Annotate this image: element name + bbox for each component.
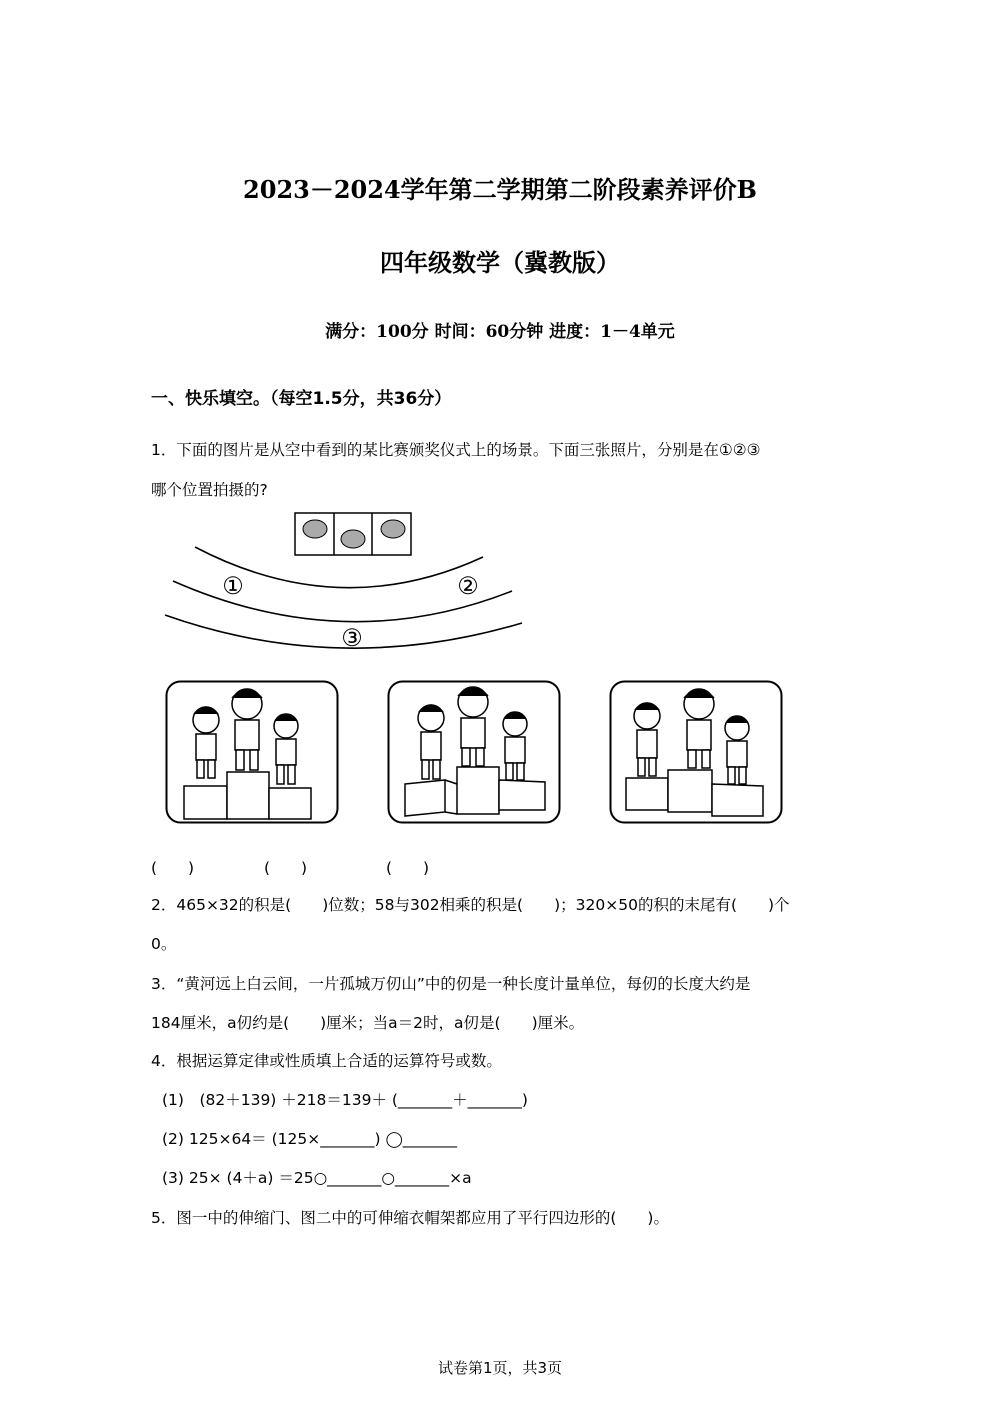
question-1-line-2: 哪个位置拍摄的? <box>151 481 268 499</box>
position-label-3: ③ <box>341 624 363 652</box>
question-4-item-1: (1) (82＋139) ＋218＝139＋ (_______＋_______) <box>162 1091 528 1109</box>
page-footer: 试卷第1页，共3页 <box>437 1359 563 1377</box>
question-3-line-2: 184厘米，a仞约是( )厘米；当a＝2时，a仞是( )厘米。 <box>151 1014 585 1032</box>
photo-1 <box>165 680 339 824</box>
question-3-line-1: 3．“黄河远上白云间，一片孤城万仞山”中的仞是一种长度计量单位，每仞的长度大约是 <box>151 975 751 993</box>
section-heading: 一、快乐填空。（每空1.5分，共36分） <box>151 389 452 409</box>
answer-blank-3[interactable]: ( ) <box>386 859 430 877</box>
page-title: 2023－2024学年第二学期第二阶段素养评价B <box>243 175 757 204</box>
question-4-line-1: 4．根据运算定律或性质填上合适的运算符号或数。 <box>151 1052 502 1070</box>
photo-3 <box>609 680 783 824</box>
exam-meta: 满分：100分 时间：60分钟 进度：1－4单元 <box>325 322 675 342</box>
question-2-line-2: 0。 <box>151 935 177 953</box>
photo-2 <box>387 680 561 824</box>
position-label-1: ① <box>222 572 244 600</box>
page-subtitle: 四年级数学（冀教版） <box>380 248 620 277</box>
question-1-line-1: 1．下面的图片是从空中看到的某比赛颁奖仪式上的场景。下面三张照片，分别是在①②③ <box>151 441 761 459</box>
question-5-line-1: 5．图一中的伸缩门、图二中的可伸缩衣帽架都应用了平行四边形的( )。 <box>151 1209 669 1227</box>
answer-blank-2[interactable]: ( ) <box>264 859 308 877</box>
podium-top-view <box>295 513 411 555</box>
answer-blank-1[interactable]: ( ) <box>151 859 195 877</box>
position-label-2: ② <box>457 572 479 600</box>
question-4-item-3: (3) 25× (4＋a) ＝25○_______○_______×a <box>162 1169 472 1187</box>
question-4-item-2: (2) 125×64＝ (125×_______) ◯_______ <box>162 1130 458 1148</box>
top-view-diagram <box>150 505 550 655</box>
question-2-line-1: 2．465×32的积是( )位数；58与302相乘的积是( )；320×50的积的末尾有( )个 <box>151 896 790 914</box>
